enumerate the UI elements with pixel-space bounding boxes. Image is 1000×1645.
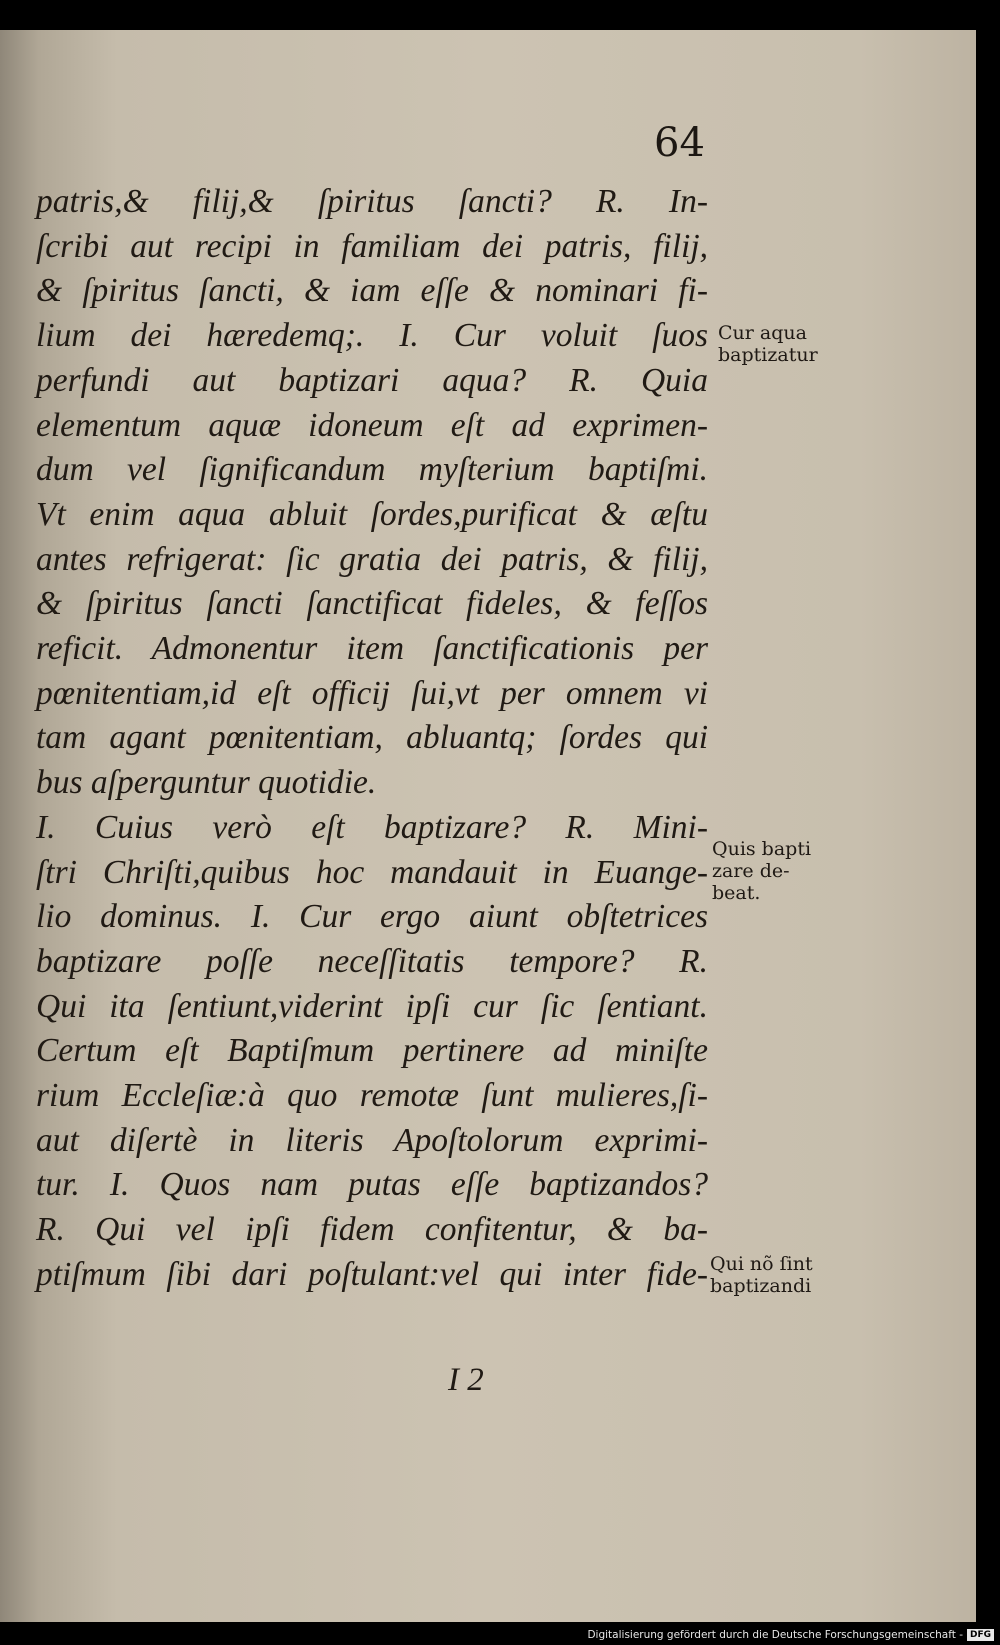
text-line: I. Cuius verò eſt baptizare? R. Mini- — [36, 808, 708, 846]
dfg-logo: DFG — [967, 1629, 994, 1641]
text-line: bus aſperguntur quotidie. — [36, 764, 377, 802]
text-line: reficit. Admonentur item ſanctificationis per — [36, 630, 708, 668]
text-line: elementum aquæ idoneum eſt ad exprimen- — [36, 406, 708, 444]
text-line: rium Eccleſiæ:à quo remotæ ſunt mulieres,ſi- — [36, 1077, 708, 1115]
page-number: 64 — [654, 120, 705, 166]
text-line: aut diſertè in literis Apoſtolorum exprimi- — [36, 1121, 708, 1159]
marginal-note-line: Cur aqua — [718, 322, 807, 344]
text-line: ptiſmum ſibi dari poſtulant:vel qui inter fide- — [36, 1255, 708, 1293]
signature-mark: I 2 — [448, 1362, 484, 1398]
text-line: lio dominus. I. Cur ergo aiunt obſtetrices — [36, 898, 708, 936]
digitization-credit — [587, 1629, 994, 1641]
text-line: tam agant pœnitentiam, abluantq; ſordes qui — [36, 719, 708, 757]
text-line: perfundi aut baptizari aqua? R. Quia — [36, 361, 708, 399]
text-line: ſtri Chriſti,quibus hoc mandauit in Euange- — [36, 853, 708, 891]
marginal-note-line: Quis bapti — [712, 838, 812, 860]
marginal-note — [710, 1253, 813, 1297]
text-line: & ſpiritus ſancti ſanctificat fideles, & feſſos — [36, 585, 708, 623]
marginal-note-line: beat. — [712, 882, 761, 904]
text-line: ſcribi aut recipi in familiam dei patris, filij, — [36, 227, 708, 265]
text-line: lium dei hæredemq;. I. Cur voluit ſuos — [36, 317, 708, 355]
text-line: Vt enim aqua abluit ſordes,purificat & æſtu — [36, 495, 708, 533]
marginal-note — [712, 838, 811, 904]
marginal-note-line: Qui nõ ſint — [710, 1253, 813, 1275]
marginal-note — [718, 322, 818, 366]
text-line: dum vel ſignificandum myſterium baptiſmi. — [36, 451, 708, 489]
text-line: R. Qui vel ipſi fidem confitentur, & ba- — [36, 1211, 708, 1249]
text-line: baptizare poſſe neceſſitatis tempore? R. — [36, 942, 708, 980]
marginal-note-line: baptizandi — [710, 1275, 812, 1297]
text-line: antes refrigerat: ſic gratia dei patris, & filij, — [36, 540, 708, 578]
credit-text: Digitalisierung gefördert durch die Deutsche Forschungsgemeinschaft - — [587, 1629, 963, 1641]
text-line: tur. I. Quos nam putas eſſe baptizandos? — [36, 1166, 708, 1204]
text-line: Certum eſt Baptiſmum pertinere ad miniſte — [36, 1032, 708, 1070]
marginal-note-line: baptizatur — [718, 344, 818, 366]
marginal-note-line: zare de- — [712, 860, 790, 882]
text-line: & ſpiritus ſancti, & iam eſſe & nominari fi- — [36, 272, 708, 310]
text-line: pœnitentiam,id eſt officij ſui,vt per omnem vi — [36, 674, 708, 712]
text-line: patris,& filij,& ſpiritus ſancti? R. In- — [36, 183, 708, 220]
body-text — [36, 180, 708, 1298]
text-line: Qui ita ſentiunt,viderint ipſi cur ſic ſentiant. — [36, 987, 708, 1025]
